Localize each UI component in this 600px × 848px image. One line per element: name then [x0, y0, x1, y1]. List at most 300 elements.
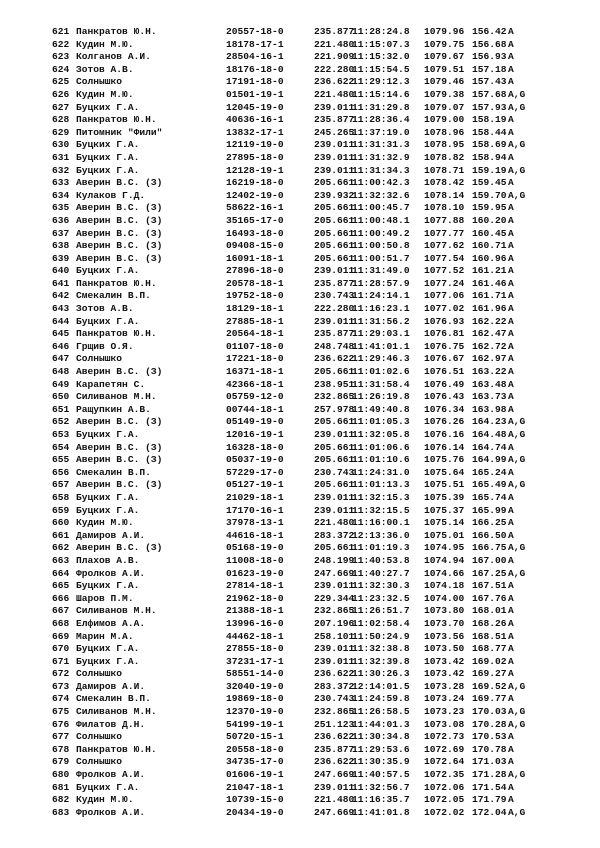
speed-cell: 1075.39 [424, 491, 465, 503]
speed-cell: 1073.80 [424, 605, 465, 617]
flags-cell: A [508, 756, 514, 768]
speed-cell: 1074.95 [424, 542, 465, 554]
name-cell: Шаров П.М. [76, 592, 134, 604]
points-cell: 165.49 [472, 479, 507, 491]
flags-cell: A [508, 441, 514, 453]
ring-cell: 20434-19-0 [226, 806, 284, 818]
place-cell: 649 [52, 378, 70, 390]
flags-cell: A [508, 277, 514, 289]
distance-cell: 235.877 [314, 328, 355, 340]
points-cell: 168.51 [472, 630, 507, 642]
speed-cell: 1078.10 [424, 202, 465, 214]
distance-cell: 235.877 [314, 26, 355, 37]
table-row [52, 202, 592, 215]
name-cell: Аверин В.С. (З) [76, 416, 163, 428]
flags-cell: A [508, 240, 514, 252]
place-cell: 680 [52, 769, 70, 781]
flags-cell: A [508, 202, 514, 214]
ring-cell: 37978-13-1 [226, 517, 284, 529]
place-cell: 660 [52, 517, 70, 529]
points-cell: 164.48 [472, 429, 507, 440]
speed-cell: 1072.69 [424, 743, 465, 755]
flags-cell: A,G [508, 479, 526, 491]
flags-cell: A [508, 731, 514, 743]
ring-cell: 16371-18-1 [226, 366, 284, 378]
name-cell: Буцких Г.А. [76, 265, 140, 277]
distance-cell: 205.661 [314, 240, 355, 252]
table-row [52, 568, 592, 581]
points-cell: 170.28 [472, 718, 507, 730]
distance-cell: 205.661 [314, 479, 355, 491]
name-cell: Фролков А.И. [76, 806, 146, 818]
name-cell: Солнышко [76, 668, 123, 680]
flags-cell: A,G [508, 88, 526, 100]
speed-cell: 1076.51 [424, 366, 465, 378]
points-cell: 166.25 [472, 517, 507, 529]
place-cell: 674 [52, 693, 70, 705]
distance-cell: 236.622 [314, 76, 355, 88]
table-row [52, 278, 592, 291]
ring-cell: 16493-18-0 [226, 227, 284, 239]
name-cell: Смекалин В.П. [76, 290, 151, 302]
time-cell: 11:23:32.5 [352, 592, 410, 604]
points-cell: 163.98 [472, 403, 507, 415]
points-cell: 163.48 [472, 378, 507, 390]
flags-cell: A [508, 529, 514, 541]
ring-cell: 05759-12-0 [226, 391, 284, 403]
place-cell: 673 [52, 680, 70, 692]
flags-cell: A [508, 353, 514, 365]
time-cell: 11:15:14.6 [352, 88, 410, 100]
distance-cell: 221.909 [314, 51, 355, 63]
time-cell: 11:32:05.8 [352, 429, 410, 440]
table-row [52, 76, 592, 89]
name-cell: Буцких Г.А. [76, 580, 140, 592]
ring-cell: 05168-19-0 [226, 542, 284, 554]
speed-cell: 1078.42 [424, 177, 465, 189]
name-cell: Филатов Д.Н. [76, 718, 146, 730]
time-cell: 11:31:49.0 [352, 265, 410, 277]
place-cell: 636 [52, 214, 70, 226]
points-cell: 163.73 [472, 391, 507, 403]
flags-cell: A,G [508, 454, 526, 466]
place-cell: 676 [52, 718, 70, 730]
distance-cell: 247.669 [314, 806, 355, 818]
points-cell: 161.21 [472, 265, 507, 277]
flags-cell: A [508, 517, 514, 529]
speed-cell: 1076.93 [424, 315, 465, 327]
distance-cell: 229.344 [314, 592, 355, 604]
name-cell: Аверин В.С. (З) [76, 542, 163, 554]
table-row [52, 505, 592, 518]
ring-cell: 16219-18-0 [226, 177, 284, 189]
time-cell: 11:24:59.8 [352, 693, 410, 705]
place-cell: 672 [52, 668, 70, 680]
place-cell: 666 [52, 592, 70, 604]
table-row [52, 165, 592, 178]
ring-cell: 01623-19-0 [226, 567, 284, 579]
ring-cell: 20564-18-1 [226, 328, 284, 340]
points-cell: 167.51 [472, 580, 507, 592]
speed-cell: 1073.70 [424, 617, 465, 629]
place-cell: 659 [52, 504, 70, 516]
time-cell: 11:15:07.3 [352, 38, 410, 50]
speed-cell: 1072.02 [424, 806, 465, 818]
flags-cell: A [508, 580, 514, 592]
place-cell: 654 [52, 441, 70, 453]
ring-cell: 05127-19-1 [226, 479, 284, 491]
table-row [52, 253, 592, 266]
points-cell: 158.44 [472, 126, 507, 138]
flags-cell: A,G [508, 416, 526, 428]
time-cell: 11:01:06.6 [352, 441, 410, 453]
ring-cell: 20578-18-1 [226, 277, 284, 289]
flags-cell: A [508, 391, 514, 403]
table-row [52, 379, 592, 392]
distance-cell: 258.101 [314, 630, 355, 642]
points-cell: 161.96 [472, 303, 507, 315]
table-row [52, 39, 592, 52]
distance-cell: 239.011 [314, 781, 355, 793]
name-cell: Колганов А.И. [76, 51, 151, 63]
place-cell: 639 [52, 252, 70, 264]
points-cell: 167.25 [472, 567, 507, 579]
speed-cell: 1072.06 [424, 781, 465, 793]
distance-cell: 236.622 [314, 353, 355, 365]
time-cell: 11:32:15.5 [352, 504, 410, 516]
distance-cell: 221.480 [314, 517, 355, 529]
time-cell: 11:00:51.7 [352, 252, 410, 264]
points-cell: 159.70 [472, 189, 507, 201]
flags-cell: A [508, 328, 514, 340]
points-cell: 171.54 [472, 781, 507, 793]
speed-cell: 1072.05 [424, 794, 465, 806]
distance-cell: 230.743 [314, 290, 355, 302]
table-row [52, 542, 592, 555]
distance-cell: 239.011 [314, 504, 355, 516]
points-cell: 157.18 [472, 63, 507, 75]
speed-cell: 1074.18 [424, 580, 465, 592]
place-cell: 658 [52, 491, 70, 503]
points-cell: 159.19 [472, 164, 507, 176]
time-cell: 11:15:32.0 [352, 51, 410, 63]
name-cell: Кудин М.Ю. [76, 794, 134, 806]
distance-cell: 205.661 [314, 542, 355, 554]
flags-cell: A [508, 26, 514, 37]
table-row [52, 580, 592, 593]
name-cell: Буцких Г.А. [76, 315, 140, 327]
flags-cell: A [508, 366, 514, 378]
points-cell: 171.79 [472, 794, 507, 806]
ring-cell: 58622-16-1 [226, 202, 284, 214]
table-row [52, 492, 592, 505]
name-cell: Аверин В.С. (З) [76, 240, 163, 252]
flags-cell: A [508, 151, 514, 163]
name-cell: Аверин В.С. (З) [76, 227, 163, 239]
place-cell: 630 [52, 139, 70, 151]
ring-cell: 17170-16-1 [226, 504, 284, 516]
speed-cell: 1073.56 [424, 630, 465, 642]
time-cell: 11:50:24.9 [352, 630, 410, 642]
table-row [52, 668, 592, 681]
time-cell: 11:30:34.8 [352, 731, 410, 743]
place-cell: 647 [52, 353, 70, 365]
table-row [52, 530, 592, 543]
flags-cell: A,G [508, 429, 526, 440]
time-cell: 11:00:48.1 [352, 214, 410, 226]
ring-cell: 32040-19-0 [226, 680, 284, 692]
speed-cell: 1075.76 [424, 454, 465, 466]
flags-cell: A [508, 265, 514, 277]
name-cell: Аверин В.С. (З) [76, 177, 163, 189]
table-row [52, 190, 592, 203]
time-cell: 11:32:15.3 [352, 491, 410, 503]
speed-cell: 1073.42 [424, 655, 465, 667]
ring-cell: 40636-16-1 [226, 114, 284, 126]
place-cell: 624 [52, 63, 70, 75]
flags-cell: A [508, 491, 514, 503]
ring-cell: 42366-18-1 [226, 378, 284, 390]
points-cell: 159.45 [472, 177, 507, 189]
flags-cell: A [508, 340, 514, 352]
place-cell: 668 [52, 617, 70, 629]
place-cell: 678 [52, 743, 70, 755]
flags-cell: A [508, 76, 514, 88]
distance-cell: 247.669 [314, 769, 355, 781]
place-cell: 633 [52, 177, 70, 189]
flags-cell: A [508, 592, 514, 604]
place-cell: 656 [52, 466, 70, 478]
time-cell: 11:32:56.7 [352, 781, 410, 793]
name-cell: Дамиров А.И. [76, 680, 146, 692]
speed-cell: 1075.51 [424, 479, 465, 491]
name-cell: Буцких Г.А. [76, 151, 140, 163]
name-cell: Дамиров А.И. [76, 529, 146, 541]
flags-cell: A [508, 504, 514, 516]
distance-cell: 283.372 [314, 529, 355, 541]
speed-cell: 1073.24 [424, 693, 465, 705]
points-cell: 156.42 [472, 26, 507, 37]
flags-cell: A,G [508, 806, 526, 818]
place-cell: 634 [52, 189, 70, 201]
points-cell: 167.76 [472, 592, 507, 604]
distance-cell: 251.123 [314, 718, 355, 730]
table-row [52, 416, 592, 429]
points-cell: 160.96 [472, 252, 507, 264]
distance-cell: 235.877 [314, 743, 355, 755]
name-cell: Солнышко [76, 756, 123, 768]
place-cell: 625 [52, 76, 70, 88]
time-cell: 11:40:27.7 [352, 567, 410, 579]
time-cell: 11:31:56.2 [352, 315, 410, 327]
speed-cell: 1075.64 [424, 466, 465, 478]
time-cell: 11:26:19.8 [352, 391, 410, 403]
speed-cell: 1076.26 [424, 416, 465, 428]
name-cell: Буцких Г.А. [76, 491, 140, 503]
points-cell: 156.93 [472, 51, 507, 63]
time-cell: 11:31:32.9 [352, 151, 410, 163]
points-cell: 164.23 [472, 416, 507, 428]
time-cell: 11:32:32.6 [352, 189, 410, 201]
points-cell: 170.78 [472, 743, 507, 755]
points-cell: 169.02 [472, 655, 507, 667]
table-row [52, 139, 592, 152]
table-row [52, 290, 592, 303]
table-row [52, 328, 592, 341]
time-cell: 11:00:45.7 [352, 202, 410, 214]
distance-cell: 239.011 [314, 491, 355, 503]
place-cell: 652 [52, 416, 70, 428]
distance-cell: 239.011 [314, 655, 355, 667]
table-row [52, 64, 592, 77]
table-row [52, 593, 592, 606]
speed-cell: 1077.24 [424, 277, 465, 289]
speed-cell: 1077.06 [424, 290, 465, 302]
distance-cell: 248.748 [314, 340, 355, 352]
speed-cell: 1077.77 [424, 227, 465, 239]
ring-cell: 19869-18-0 [226, 693, 284, 705]
distance-cell: 239.011 [314, 101, 355, 113]
table-row [52, 353, 592, 366]
place-cell: 645 [52, 328, 70, 340]
table-row [52, 127, 592, 140]
flags-cell: A [508, 63, 514, 75]
name-cell: Буцких Г.А. [76, 655, 140, 667]
time-cell: 11:49:40.8 [352, 403, 410, 415]
table-row [52, 429, 592, 442]
table-row [52, 177, 592, 190]
name-cell: Аверин В.С. (З) [76, 366, 163, 378]
name-cell: Панкратов Ю.Н. [76, 743, 157, 755]
place-cell: 621 [52, 26, 70, 37]
ring-cell: 20558-18-0 [226, 743, 284, 755]
ring-cell: 12119-19-0 [226, 139, 284, 151]
table-row [52, 240, 592, 253]
time-cell: 11:37:19.0 [352, 126, 410, 138]
name-cell: Плахов А.В. [76, 554, 140, 566]
name-cell: Силиванов М.Н. [76, 706, 157, 718]
speed-cell: 1079.51 [424, 63, 465, 75]
points-cell: 157.68 [472, 88, 507, 100]
place-cell: 651 [52, 403, 70, 415]
name-cell: Буцких Г.А. [76, 781, 140, 793]
flags-cell: A [508, 227, 514, 239]
points-cell: 167.00 [472, 554, 507, 566]
name-cell: Карапетян С. [76, 378, 146, 390]
ring-cell: 12045-19-0 [226, 101, 284, 113]
distance-cell: 205.661 [314, 202, 355, 214]
speed-cell: 1074.94 [424, 554, 465, 566]
place-cell: 665 [52, 580, 70, 592]
time-cell: 11:15:54.5 [352, 63, 410, 75]
name-cell: Панкратов Ю.Н. [76, 26, 157, 37]
distance-cell: 236.622 [314, 756, 355, 768]
points-cell: 169.77 [472, 693, 507, 705]
table-row [52, 731, 592, 744]
speed-cell: 1076.81 [424, 328, 465, 340]
distance-cell: 236.622 [314, 668, 355, 680]
speed-cell: 1076.14 [424, 441, 465, 453]
points-cell: 158.69 [472, 139, 507, 151]
flags-cell: A,G [508, 718, 526, 730]
flags-cell: A [508, 466, 514, 478]
time-cell: 11:01:13.3 [352, 479, 410, 491]
place-cell: 670 [52, 643, 70, 655]
flags-cell: A [508, 781, 514, 793]
flags-cell: A,G [508, 680, 526, 692]
speed-cell: 1076.49 [424, 378, 465, 390]
points-cell: 164.99 [472, 454, 507, 466]
ring-cell: 12016-19-1 [226, 429, 284, 440]
place-cell: 643 [52, 303, 70, 315]
flags-cell: A,G [508, 706, 526, 718]
time-cell: 11:40:57.5 [352, 769, 410, 781]
points-cell: 160.45 [472, 227, 507, 239]
distance-cell: 205.661 [314, 416, 355, 428]
flags-cell: A,G [508, 542, 526, 554]
speed-cell: 1077.02 [424, 303, 465, 315]
table-row [52, 794, 592, 807]
time-cell: 11:16:00.1 [352, 517, 410, 529]
table-row [52, 807, 592, 820]
place-cell: 627 [52, 101, 70, 113]
table-row [52, 265, 592, 278]
place-cell: 677 [52, 731, 70, 743]
ring-cell: 05037-19-0 [226, 454, 284, 466]
table-row [52, 479, 592, 492]
table-row [52, 769, 592, 782]
name-cell: Марин М.А. [76, 630, 134, 642]
flags-cell: A [508, 303, 514, 315]
name-cell: Кулаков Г.Д. [76, 189, 146, 201]
ring-cell: 21047-18-1 [226, 781, 284, 793]
speed-cell: 1077.52 [424, 265, 465, 277]
speed-cell: 1073.50 [424, 643, 465, 655]
distance-cell: 205.661 [314, 454, 355, 466]
ring-cell: 21029-18-1 [226, 491, 284, 503]
ring-cell: 44462-18-1 [226, 630, 284, 642]
ring-cell: 27896-18-0 [226, 265, 284, 277]
time-cell: 11:28:36.4 [352, 114, 410, 126]
table-row [52, 618, 592, 631]
time-cell: 11:02:58.4 [352, 617, 410, 629]
points-cell: 168.01 [472, 605, 507, 617]
ring-cell: 50720-15-1 [226, 731, 284, 743]
speed-cell: 1078.96 [424, 126, 465, 138]
name-cell: Панкратов Ю.Н. [76, 277, 157, 289]
flags-cell: A [508, 630, 514, 642]
distance-cell: 232.865 [314, 391, 355, 403]
ring-cell: 00744-18-1 [226, 403, 284, 415]
place-cell: 682 [52, 794, 70, 806]
name-cell: Смекалин В.П. [76, 693, 151, 705]
ring-cell: 13996-16-0 [226, 617, 284, 629]
points-cell: 166.50 [472, 529, 507, 541]
ring-cell: 18178-17-1 [226, 38, 284, 50]
distance-cell: 205.661 [314, 227, 355, 239]
ring-cell: 16328-18-0 [226, 441, 284, 453]
place-cell: 650 [52, 391, 70, 403]
time-cell: 11:24:14.1 [352, 290, 410, 302]
flags-cell: A [508, 643, 514, 655]
name-cell: Смекалин В.П. [76, 466, 151, 478]
place-cell: 623 [52, 51, 70, 63]
name-cell: Солнышко [76, 76, 123, 88]
flags-cell: A,G [508, 567, 526, 579]
table-row [52, 316, 592, 329]
time-cell: 11:29:03.1 [352, 328, 410, 340]
distance-cell: 232.865 [314, 605, 355, 617]
